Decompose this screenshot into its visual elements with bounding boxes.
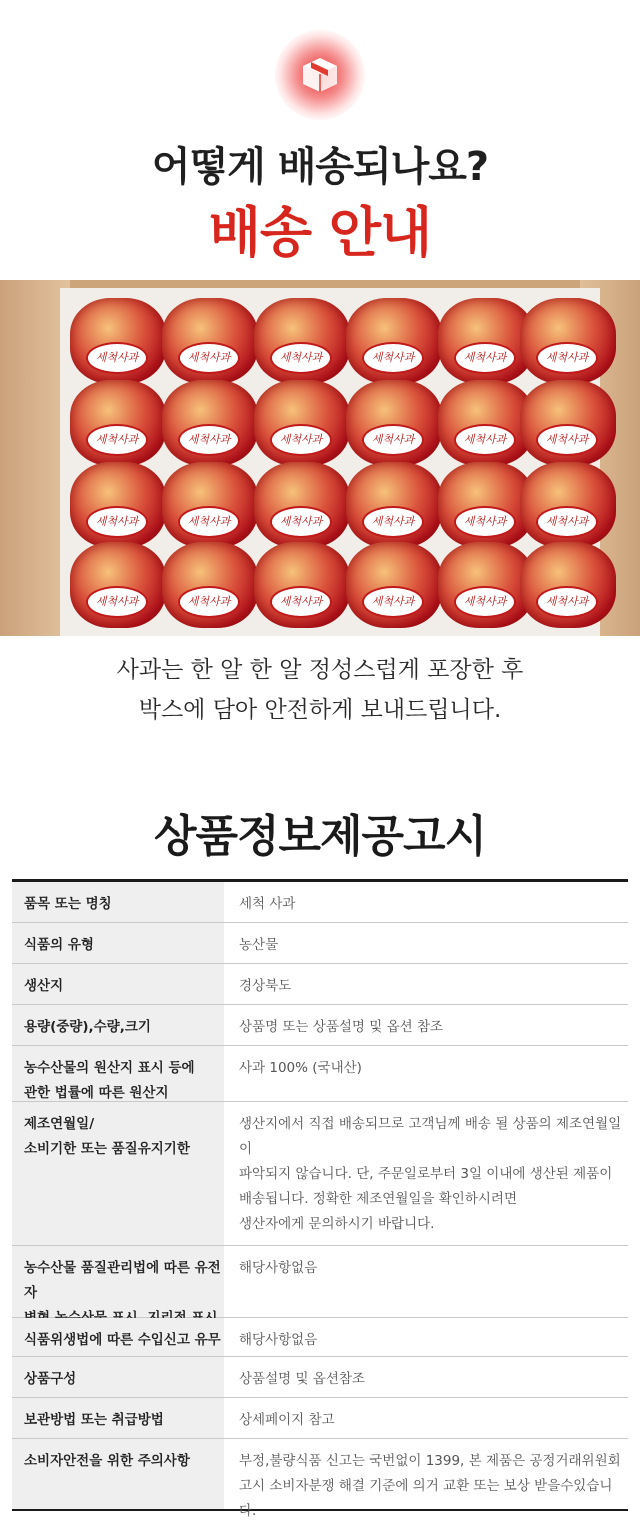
info-value-line: 생산지에서 직접 배송되므로 고객님께 배송 될 상품의 제조연월일이 — [239, 1116, 622, 1157]
info-value-line: 생산자에게 문의하시기 바랍니다. — [239, 1216, 435, 1232]
box-icon — [275, 30, 365, 120]
info-value-line: 상품설명 및 옵션참조 — [239, 1371, 365, 1387]
apple-label: 세척사과 — [454, 424, 516, 456]
apple-label: 세척사과 — [536, 586, 598, 618]
info-row-label — [12, 1046, 224, 1101]
apple-label: 세척사과 — [270, 506, 332, 538]
info-row-value — [224, 1005, 628, 1045]
info-row — [12, 1439, 628, 1519]
apple-label: 세척사과 — [178, 586, 240, 618]
wrapped-apple — [254, 298, 350, 384]
apple-label: 세척사과 — [86, 424, 148, 456]
info-row — [12, 1398, 628, 1439]
info-row — [12, 1246, 628, 1318]
info-label-line: 식품의 유형 — [24, 937, 94, 953]
info-row — [12, 1005, 628, 1046]
apple-box-photo — [0, 280, 640, 636]
apple-label: 세척사과 — [536, 424, 598, 456]
info-value-line: 해당사항없음 — [239, 1260, 318, 1276]
info-row-label — [12, 1102, 224, 1245]
info-value-line: 사과 100% (국내산) — [239, 1060, 362, 1076]
wrapped-apple — [520, 542, 616, 628]
info-row-value — [224, 1398, 628, 1438]
info-label-line: 품목 또는 명칭 — [24, 896, 112, 912]
apple-label: 세척사과 — [536, 506, 598, 538]
info-row — [12, 882, 628, 923]
apple-label: 세척사과 — [178, 506, 240, 538]
info-value-line: 배송됩니다. 정확한 제조연월일을 확인하시려면 — [239, 1191, 517, 1207]
info-row-value — [224, 1102, 628, 1245]
wrapped-apple — [254, 542, 350, 628]
wrapped-apple — [70, 462, 166, 548]
wrapped-apple — [70, 542, 166, 628]
wrapped-apple — [254, 462, 350, 548]
info-row-value — [224, 1357, 628, 1397]
info-label-line: 용량(중량),수량,크기 — [24, 1019, 151, 1035]
info-label-line: 보관방법 또는 취급방법 — [24, 1412, 164, 1428]
info-label-line: 소비자안전을 위한 주의사항 — [24, 1453, 190, 1469]
wrapped-apple — [70, 380, 166, 466]
info-row-label — [12, 923, 224, 963]
info-value-line: 고시 소비자분쟁 해결 기준에 의거 교환 또는 보상 받을수있습니다. — [239, 1478, 613, 1519]
info-row-label — [12, 1005, 224, 1045]
apple-label: 세척사과 — [270, 586, 332, 618]
apple-label: 세척사과 — [454, 506, 516, 538]
info-row-value — [224, 1246, 628, 1317]
info-value-line: 농산물 — [239, 937, 279, 953]
info-row — [12, 923, 628, 964]
apple-label: 세척사과 — [454, 586, 516, 618]
delivery-caption — [0, 650, 640, 730]
wrapped-apple — [520, 380, 616, 466]
info-row-label — [12, 1246, 224, 1317]
info-label-line: 식품위생법에 따른 수입신고 유무 — [24, 1332, 221, 1348]
wrapped-apple — [346, 542, 442, 628]
info-row-label — [12, 882, 224, 922]
apple-label: 세척사과 — [454, 342, 516, 374]
caption-line-2: 박스에 담아 안전하게 보내드립니다. — [138, 697, 502, 723]
wrapped-apple — [70, 298, 166, 384]
info-label-line: 소비기한 또는 품질유지기한 — [24, 1141, 190, 1157]
wrapped-apple — [346, 380, 442, 466]
apple-label: 세척사과 — [86, 586, 148, 618]
info-row-value — [224, 923, 628, 963]
info-row — [12, 1357, 628, 1398]
info-value-line: 세척 사과 — [239, 896, 296, 912]
info-row-label — [12, 1398, 224, 1438]
apple-label: 세척사과 — [86, 506, 148, 538]
apple-label: 세척사과 — [362, 424, 424, 456]
info-row-value — [224, 964, 628, 1004]
wrapped-apple — [162, 542, 258, 628]
hero-subtitle: 어떻게 배송되나요? — [151, 144, 489, 190]
info-value-line: 상세페이지 참고 — [239, 1412, 335, 1428]
apple-label: 세척사과 — [362, 506, 424, 538]
info-value-line: 상품명 또는 상품설명 및 옵션 참조 — [239, 1019, 444, 1035]
info-row-label — [12, 964, 224, 1004]
delivery-hero — [0, 0, 640, 280]
info-row-value — [224, 1046, 628, 1101]
info-row-label — [12, 1357, 224, 1397]
wrapped-apple — [520, 298, 616, 384]
info-row-value — [224, 882, 628, 922]
apple-label: 세척사과 — [178, 424, 240, 456]
info-value-line: 파악되지 않습니다. 단, 주문일로부터 3일 이내에 생산된 제품이 — [239, 1166, 613, 1182]
wrapped-apple — [520, 462, 616, 548]
info-label-line: 생산지 — [24, 978, 64, 994]
info-row — [12, 1102, 628, 1246]
apple-label: 세척사과 — [536, 342, 598, 374]
info-row — [12, 964, 628, 1005]
info-row-value — [224, 1439, 628, 1519]
apple-label: 세척사과 — [86, 342, 148, 374]
product-info-table — [12, 879, 628, 1519]
info-label-line: 제조연월일/ — [24, 1116, 95, 1132]
apple-label: 세척사과 — [270, 424, 332, 456]
info-label-line: 관한 법률에 따른 원산지 — [24, 1085, 169, 1101]
apple-label: 세척사과 — [362, 342, 424, 374]
product-info-title: 상품정보제공고시 — [153, 811, 487, 862]
wrapped-apple — [346, 462, 442, 548]
info-row-label — [12, 1318, 224, 1356]
info-value-line: 부정,불량식품 신고는 국번없이 1399, 본 제품은 공정거래위원회 — [239, 1453, 621, 1469]
wrapped-apple — [346, 298, 442, 384]
wrapped-apple — [254, 380, 350, 466]
info-row-label — [12, 1439, 224, 1509]
apple-label: 세척사과 — [362, 586, 424, 618]
info-row — [12, 1318, 628, 1357]
info-value-line: 해당사항없음 — [239, 1332, 318, 1348]
wrapped-apple — [162, 380, 258, 466]
info-row — [12, 1046, 628, 1102]
caption-line-1: 사과는 한 알 한 알 정성스럽게 포장한 후 — [116, 657, 524, 683]
wrapped-apple — [162, 298, 258, 384]
apple-label: 세척사과 — [178, 342, 240, 374]
info-row-value — [224, 1318, 628, 1356]
wrapped-apple — [162, 462, 258, 548]
apple-label: 세척사과 — [270, 342, 332, 374]
info-label-line: 농수산물 품질관리법에 따른 유전자 — [24, 1260, 221, 1301]
info-value-line: 경상북도 — [239, 978, 292, 994]
hero-title: 배송 안내 — [208, 201, 432, 264]
info-label-line: 상품구성 — [24, 1371, 77, 1387]
info-label-line: 농수산물의 원산지 표시 등에 — [24, 1060, 195, 1076]
